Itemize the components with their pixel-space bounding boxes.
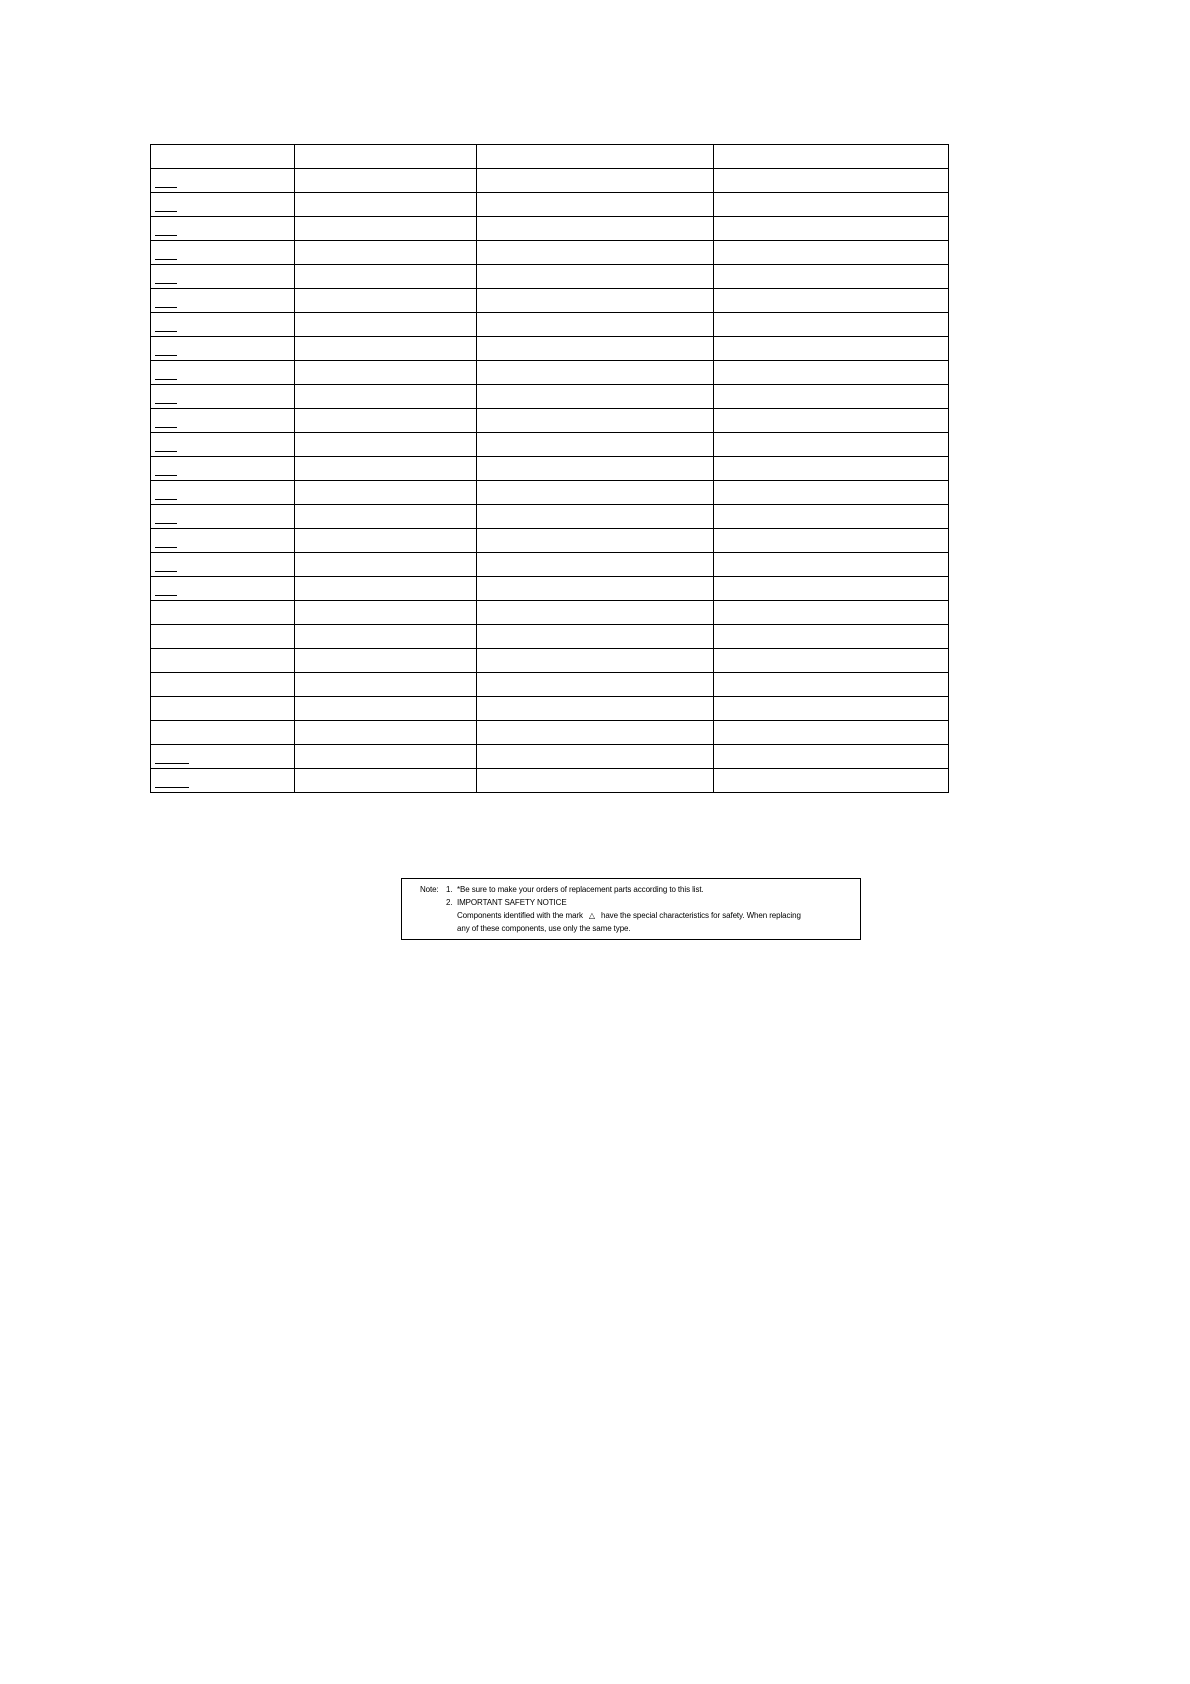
table-cell [714, 145, 949, 169]
table-cell [477, 433, 714, 457]
table-cell [477, 745, 714, 769]
table-cell [477, 337, 714, 361]
table-cell [714, 721, 949, 745]
table-cell [295, 193, 477, 217]
table-cell [151, 649, 295, 673]
note-item-1-number: 1. [446, 885, 453, 894]
table-cell [295, 697, 477, 721]
table-cell [295, 313, 477, 337]
table-row [151, 409, 949, 433]
table-cell [714, 265, 949, 289]
note-item-2-number: 2. [446, 898, 453, 907]
note-item-2-text-before-mark: Components identified with the mark [457, 911, 583, 920]
table-row [151, 385, 949, 409]
table-cell [477, 193, 714, 217]
table-cell [477, 481, 714, 505]
note-item-2-text [457, 909, 801, 922]
reference-underline-mark [155, 211, 177, 212]
table-cell [151, 433, 295, 457]
table-cell [151, 217, 295, 241]
table-cell [151, 577, 295, 601]
table-cell [477, 313, 714, 337]
table-cell [295, 169, 477, 193]
table-row [151, 721, 949, 745]
note-item-2-title: IMPORTANT SAFETY NOTICE [457, 898, 567, 907]
table-row [151, 505, 949, 529]
table-cell [295, 577, 477, 601]
table-cell [295, 769, 477, 793]
table-row [151, 673, 949, 697]
table-row [151, 529, 949, 553]
table-cell [151, 721, 295, 745]
table-cell [151, 673, 295, 697]
table-cell [714, 289, 949, 313]
table-cell [477, 241, 714, 265]
table-cell [477, 289, 714, 313]
table-row [151, 337, 949, 361]
table-row [151, 481, 949, 505]
table-cell [151, 169, 295, 193]
table-cell [477, 265, 714, 289]
reference-underline-mark [155, 379, 177, 380]
note-item-2-text-after-mark: have the special characteristics for safety. When replacing [600, 911, 801, 920]
table-cell [477, 601, 714, 625]
table-row [151, 601, 949, 625]
table-cell [477, 721, 714, 745]
table-cell [477, 553, 714, 577]
table-cell [151, 625, 295, 649]
table-cell [714, 433, 949, 457]
parts-list-body [151, 145, 949, 793]
table-cell [151, 457, 295, 481]
reference-underline-mark [155, 235, 177, 236]
table-cell [151, 241, 295, 265]
reference-underline-mark [155, 187, 177, 188]
table-row [151, 433, 949, 457]
table-cell [714, 361, 949, 385]
reference-underline-mark [155, 547, 177, 548]
table-cell [295, 481, 477, 505]
table-cell [295, 649, 477, 673]
table-cell [477, 169, 714, 193]
table-cell [151, 265, 295, 289]
table-cell [295, 241, 477, 265]
table-cell [151, 337, 295, 361]
table-cell [295, 721, 477, 745]
table-cell [151, 553, 295, 577]
table-cell [714, 241, 949, 265]
table-cell [295, 529, 477, 553]
table-row [151, 193, 949, 217]
note-item-1-text: *Be sure to make your orders of replacement parts according to this list. [457, 885, 704, 894]
table-row [151, 625, 949, 649]
table-cell [151, 409, 295, 433]
table-cell [295, 505, 477, 529]
table-cell [151, 361, 295, 385]
table-row [151, 289, 949, 313]
table-cell [477, 577, 714, 601]
reference-underline-mark [155, 259, 177, 260]
table-row [151, 745, 949, 769]
table-cell [714, 169, 949, 193]
table-cell [151, 769, 295, 793]
table-cell [151, 145, 295, 169]
reference-underline-mark [155, 307, 177, 308]
table-cell [151, 385, 295, 409]
table-cell [151, 601, 295, 625]
table-cell [477, 217, 714, 241]
table-cell [295, 337, 477, 361]
table-cell [295, 289, 477, 313]
table-row [151, 145, 949, 169]
table-cell [714, 625, 949, 649]
table-row [151, 577, 949, 601]
table-cell [477, 505, 714, 529]
table-cell [477, 673, 714, 697]
table-cell [477, 385, 714, 409]
reference-underline-mark [155, 331, 177, 332]
table-row [151, 697, 949, 721]
table-cell [295, 457, 477, 481]
reference-underline-mark [155, 571, 177, 572]
reference-underline-mark [155, 595, 177, 596]
table-row [151, 553, 949, 577]
table-cell [295, 145, 477, 169]
table-cell [714, 313, 949, 337]
table-cell [714, 649, 949, 673]
table-cell [295, 625, 477, 649]
table-cell [714, 745, 949, 769]
table-cell [151, 529, 295, 553]
reference-underline-mark [155, 475, 177, 476]
table-row [151, 457, 949, 481]
table-cell [714, 697, 949, 721]
table-cell [295, 433, 477, 457]
table-cell [295, 745, 477, 769]
table-row [151, 769, 949, 793]
table-row [151, 361, 949, 385]
table-cell [477, 625, 714, 649]
table-cell [295, 217, 477, 241]
table-cell [714, 457, 949, 481]
reference-underline-mark [155, 403, 177, 404]
table-cell [477, 457, 714, 481]
table-cell [151, 697, 295, 721]
table-row [151, 313, 949, 337]
table-cell [714, 337, 949, 361]
table-row [151, 217, 949, 241]
table-cell [151, 193, 295, 217]
reference-underline-mark [155, 499, 177, 500]
table-cell [714, 529, 949, 553]
table-cell [714, 481, 949, 505]
table-cell [295, 553, 477, 577]
table-cell [295, 409, 477, 433]
table-cell [714, 193, 949, 217]
table-cell [714, 385, 949, 409]
table-cell [714, 673, 949, 697]
reference-underline-mark [155, 787, 189, 788]
table-cell [714, 505, 949, 529]
table-cell [714, 769, 949, 793]
table-row [151, 169, 949, 193]
table-cell [714, 217, 949, 241]
table-cell [295, 265, 477, 289]
safety-note-box [401, 878, 861, 940]
table-row [151, 241, 949, 265]
table-cell [295, 601, 477, 625]
reference-underline-mark [155, 523, 177, 524]
table-cell [151, 313, 295, 337]
table-cell [477, 529, 714, 553]
table-cell [295, 385, 477, 409]
table-cell [477, 409, 714, 433]
table-cell [714, 409, 949, 433]
table-cell [151, 505, 295, 529]
note-label: Note: [420, 885, 439, 894]
reference-underline-mark [155, 355, 177, 356]
table-cell [295, 361, 477, 385]
safety-triangle-icon: △ [588, 911, 595, 920]
table-cell [714, 601, 949, 625]
reference-underline-mark [155, 283, 177, 284]
table-cell [714, 553, 949, 577]
table-cell [477, 769, 714, 793]
table-cell [477, 697, 714, 721]
table-cell [151, 481, 295, 505]
table-cell [477, 145, 714, 169]
table-cell [151, 745, 295, 769]
table-cell [151, 289, 295, 313]
note-item-2-text-line-2: any of these components, use only the same type. [457, 924, 631, 933]
table-cell [477, 361, 714, 385]
table-cell [477, 649, 714, 673]
reference-underline-mark [155, 427, 177, 428]
parts-list-table [150, 144, 949, 793]
table-cell [295, 673, 477, 697]
reference-underline-mark [155, 763, 189, 764]
table-row [151, 649, 949, 673]
reference-underline-mark [155, 451, 177, 452]
table-cell [714, 577, 949, 601]
table-row [151, 265, 949, 289]
